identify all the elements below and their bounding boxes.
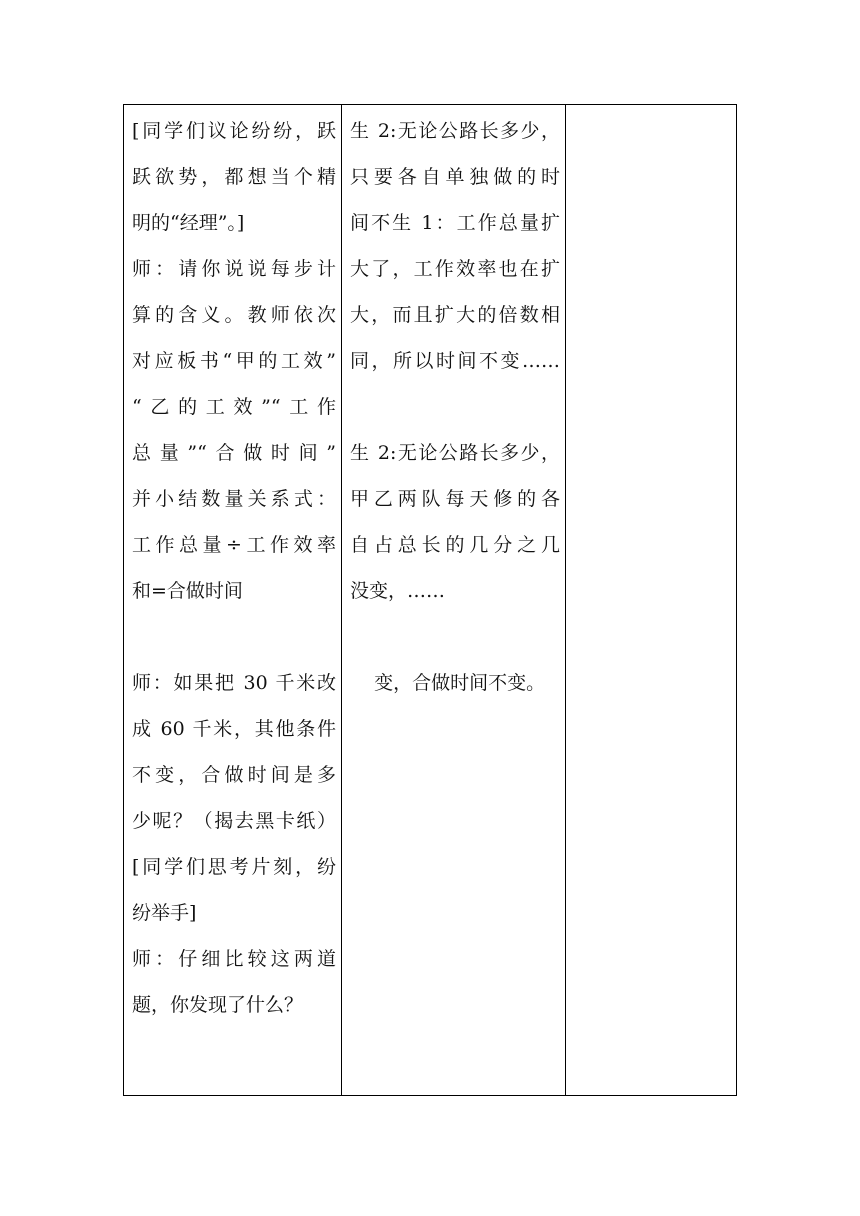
col2-line: 大了，工作效率也在扩 — [350, 258, 560, 280]
col2-line: 生 2:无论公路长多少， — [350, 120, 560, 142]
col1-line: 对应板书“甲的工效” — [132, 350, 336, 372]
student-column — [342, 105, 566, 1095]
col1-line: 并小结数量关系式： — [132, 488, 336, 510]
col1-line: “乙的工效”“工作 — [132, 396, 336, 418]
lesson-table — [123, 104, 737, 1096]
col1-line: 题，你发现了什么？ — [132, 994, 304, 1016]
col1-line: 算的含义。教师依次 — [132, 304, 336, 326]
col1-line: 总量”“合做时间” — [132, 442, 336, 464]
col2-line: 生 2:无论公路长多少， — [350, 442, 560, 464]
col1-line: 纷举手] — [132, 902, 197, 924]
col2-line: 变，合做时间不变。 — [350, 672, 546, 694]
col2-line: 没变，…… — [350, 580, 446, 602]
notes-column — [566, 105, 736, 1095]
teacher-column — [124, 105, 342, 1095]
col2-line: 间不生 1：工作总量扩 — [350, 212, 560, 234]
col1-line: 师：如果把 30 千米改 — [132, 672, 336, 694]
col2-line: 大，而且扩大的倍数相 — [350, 304, 560, 326]
col1-line: 跃欲势，都想当个精 — [132, 166, 336, 188]
col2-line: 自占总长的几分之几 — [350, 534, 560, 556]
col1-line: 师：请你说说每步计 — [132, 258, 336, 280]
col1-line: [同学们思考片刻，纷 — [132, 856, 336, 878]
col1-line: 成 60 千米，其他条件 — [132, 718, 336, 740]
col1-line: 工作总量÷工作效率 — [132, 534, 336, 556]
col2-line: 同，所以时间不变…… — [350, 350, 560, 372]
col1-line: 明的“经理”。] — [132, 212, 245, 234]
col1-line: [同学们议论纷纷，跃 — [132, 120, 336, 142]
col1-line: 和=合做时间 — [132, 580, 243, 602]
col1-line: 少呢？（揭去黑卡纸） — [132, 810, 336, 832]
col1-line: 不变，合做时间是多 — [132, 764, 336, 786]
col2-line: 只要各自单独做的时 — [350, 166, 560, 188]
col1-line: 师：仔细比较这两道 — [132, 948, 336, 970]
col2-line: 甲乙两队每天修的各 — [350, 488, 560, 510]
